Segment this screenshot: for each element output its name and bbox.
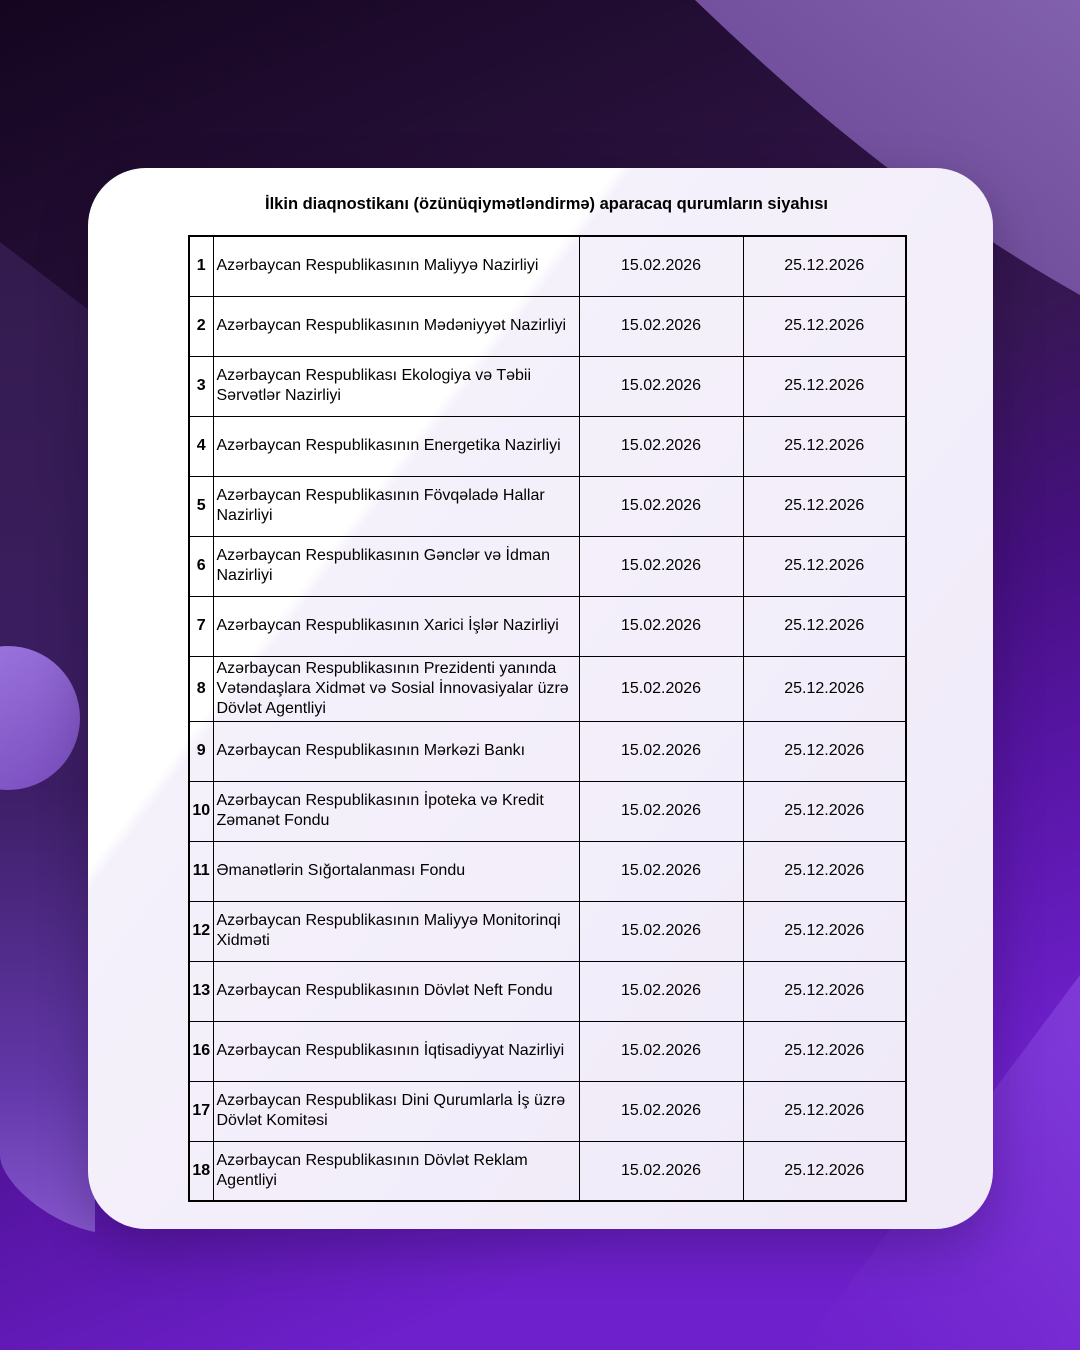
row-number-cell: 8 <box>189 656 213 721</box>
institution-name-cell: Azərbaycan Respublikası Ekologiya və Təbii Sərvətlər Nazirliyi <box>213 356 579 416</box>
start-date-cell: 15.02.2026 <box>579 781 743 841</box>
institutions-table-body <box>189 236 906 1201</box>
end-date-cell: 25.12.2026 <box>743 476 906 536</box>
table-row <box>189 841 906 901</box>
institution-name-cell: Azərbaycan Respublikası Dini Qurumlarla İş üzrə Dövlət Komitəsi <box>213 1081 579 1141</box>
table-row <box>189 296 906 356</box>
end-date-cell: 25.12.2026 <box>743 356 906 416</box>
institution-name-cell: Azərbaycan Respublikasının Maliyyə Nazirliyi <box>213 236 579 296</box>
table-row <box>189 901 906 961</box>
end-date-cell: 25.12.2026 <box>743 236 906 296</box>
row-number-cell: 9 <box>189 721 213 781</box>
end-date-cell: 25.12.2026 <box>743 1021 906 1081</box>
row-number-cell: 10 <box>189 781 213 841</box>
institution-name-cell: Azərbaycan Respublikasının Mərkəzi Bankı <box>213 721 579 781</box>
end-date-cell: 25.12.2026 <box>743 721 906 781</box>
start-date-cell: 15.02.2026 <box>579 1141 743 1201</box>
institution-name-cell: Azərbaycan Respublikasının İqtisadiyyat Nazirliyi <box>213 1021 579 1081</box>
start-date-cell: 15.02.2026 <box>579 901 743 961</box>
row-number-cell: 3 <box>189 356 213 416</box>
institution-name-cell: Azərbaycan Respublikasının Energetika Nazirliyi <box>213 416 579 476</box>
table-row <box>189 1081 906 1141</box>
table-row <box>189 656 906 721</box>
table-row <box>189 1021 906 1081</box>
institution-name-cell: Əmanətlərin Sığortalanması Fondu <box>213 841 579 901</box>
start-date-cell: 15.02.2026 <box>579 596 743 656</box>
end-date-cell: 25.12.2026 <box>743 781 906 841</box>
start-date-cell: 15.02.2026 <box>579 1021 743 1081</box>
document-title: İlkin diaqnostikanı (özünüqiymətləndirmə) aparacaq qurumların siyahısı <box>265 195 828 213</box>
institution-name-cell: Azərbaycan Respublikasının Gənclər və İdman Nazirliyi <box>213 536 579 596</box>
row-number-cell: 4 <box>189 416 213 476</box>
end-date-cell: 25.12.2026 <box>743 656 906 721</box>
row-number-cell: 13 <box>189 961 213 1021</box>
end-date-cell: 25.12.2026 <box>743 901 906 961</box>
end-date-cell: 25.12.2026 <box>743 1081 906 1141</box>
table-row <box>189 781 906 841</box>
table-row <box>189 356 906 416</box>
institution-name-cell: Azərbaycan Respublikasının Dövlət Reklam Agentliyi <box>213 1141 579 1201</box>
table-row <box>189 236 906 296</box>
start-date-cell: 15.02.2026 <box>579 236 743 296</box>
row-number-cell: 5 <box>189 476 213 536</box>
start-date-cell: 15.02.2026 <box>579 721 743 781</box>
start-date-cell: 15.02.2026 <box>579 416 743 476</box>
end-date-cell: 25.12.2026 <box>743 596 906 656</box>
table-row <box>189 721 906 781</box>
institution-name-cell: Azərbaycan Respublikasının Xarici İşlər Nazirliyi <box>213 596 579 656</box>
institution-name-cell: Azərbaycan Respublikasının Maliyyə Monitorinqi Xidməti <box>213 901 579 961</box>
institution-name-cell: Azərbaycan Respublikasının Mədəniyyət Nazirliyi <box>213 296 579 356</box>
row-number-cell: 12 <box>189 901 213 961</box>
table-row <box>189 596 906 656</box>
start-date-cell: 15.02.2026 <box>579 296 743 356</box>
table-row <box>189 536 906 596</box>
row-number-cell: 17 <box>189 1081 213 1141</box>
start-date-cell: 15.02.2026 <box>579 961 743 1021</box>
end-date-cell: 25.12.2026 <box>743 961 906 1021</box>
row-number-cell: 2 <box>189 296 213 356</box>
table-row <box>189 476 906 536</box>
row-number-cell: 18 <box>189 1141 213 1201</box>
start-date-cell: 15.02.2026 <box>579 356 743 416</box>
institution-name-cell: Azərbaycan Respublikasının Dövlət Neft Fondu <box>213 961 579 1021</box>
start-date-cell: 15.02.2026 <box>579 1081 743 1141</box>
table-row <box>189 1141 906 1201</box>
start-date-cell: 15.02.2026 <box>579 536 743 596</box>
start-date-cell: 15.02.2026 <box>579 841 743 901</box>
start-date-cell: 15.02.2026 <box>579 476 743 536</box>
row-number-cell: 16 <box>189 1021 213 1081</box>
end-date-cell: 25.12.2026 <box>743 416 906 476</box>
institution-name-cell: Azərbaycan Respublikasının Fövqəladə Hallar Nazirliyi <box>213 476 579 536</box>
institution-name-cell: Azərbaycan Respublikasının Prezidenti yanında Vətəndaşlara Xidmət və Sosial İnnovasiyalar üzrə Dövlət Agentliyi <box>213 656 579 721</box>
table-row <box>189 416 906 476</box>
document-card <box>88 168 993 1229</box>
end-date-cell: 25.12.2026 <box>743 1141 906 1201</box>
end-date-cell: 25.12.2026 <box>743 536 906 596</box>
end-date-cell: 25.12.2026 <box>743 841 906 901</box>
row-number-cell: 11 <box>189 841 213 901</box>
start-date-cell: 15.02.2026 <box>579 656 743 721</box>
institution-name-cell: Azərbaycan Respublikasının İpoteka və Kredit Zəmanət Fondu <box>213 781 579 841</box>
row-number-cell: 1 <box>189 236 213 296</box>
table-row <box>189 961 906 1021</box>
row-number-cell: 7 <box>189 596 213 656</box>
row-number-cell: 6 <box>189 536 213 596</box>
end-date-cell: 25.12.2026 <box>743 296 906 356</box>
institutions-table <box>188 235 907 1202</box>
